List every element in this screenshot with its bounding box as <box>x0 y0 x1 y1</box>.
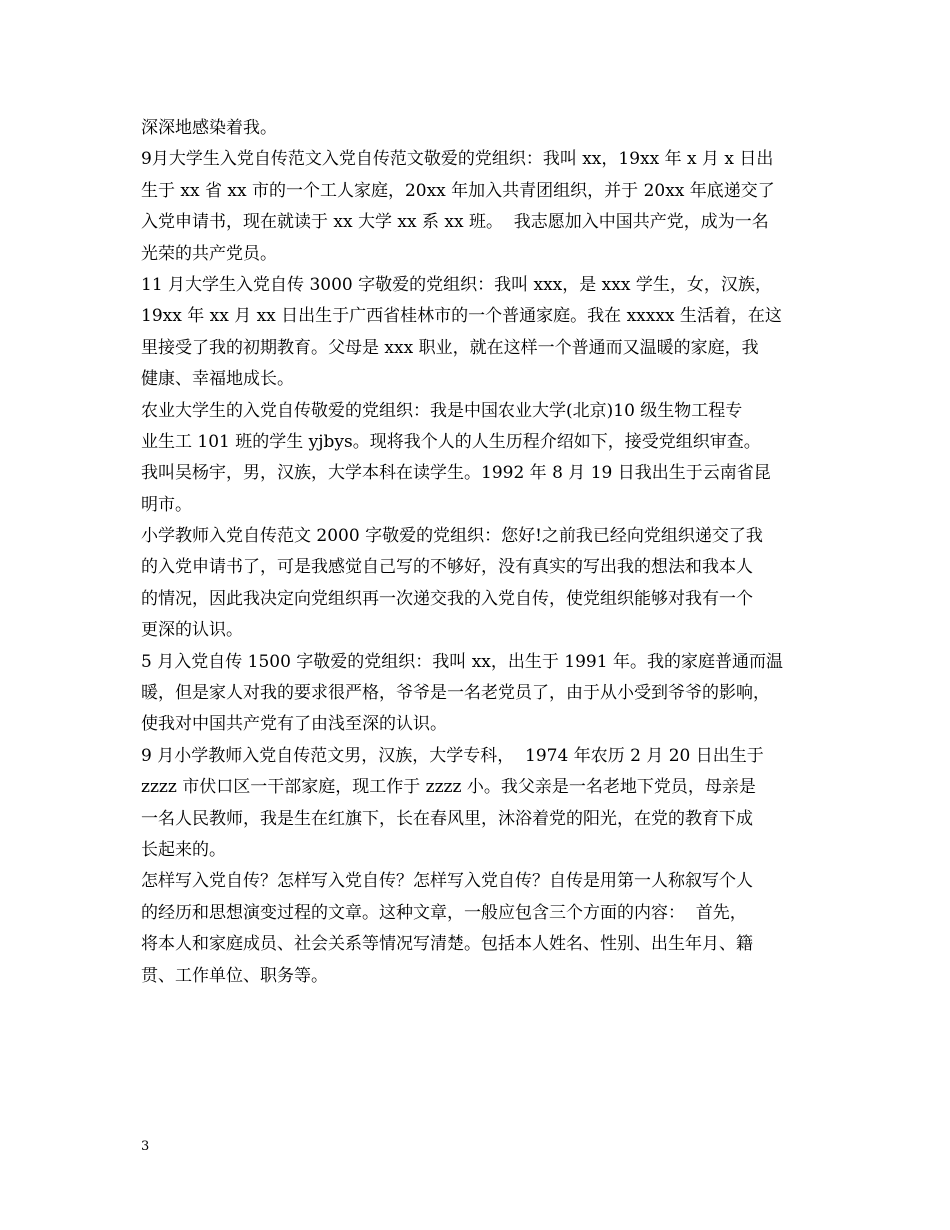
text-line: 我叫吴杨宇，男，汉族，大学本科在读学生。1992 年 8 月 19 日我出生于云南省昆 <box>141 463 771 484</box>
text-line: 贯、工作单位、职务等。 <box>141 965 328 986</box>
text-line: 的情况，因此我决定向党组织再一次递交我的入党自传，使党组织能够对我有一个 <box>141 588 753 609</box>
page-number: 3 <box>141 1139 150 1154</box>
text-line: 长起来的。 <box>141 839 226 860</box>
text-line: 业生工 101 班的学生 yjbys。现将我个人的人生历程介绍如下，接受党组织审查。 <box>141 431 761 452</box>
text-line: 暖，但是家人对我的要求很严格，爷爷是一名老党员了，由于从小受到爷爷的影响， <box>141 683 770 704</box>
text-line: 11 月大学生入党自传 3000 字敬爱的党组织：我叫 xxx，是 xxx 学生，女，汉族， <box>141 274 772 295</box>
text-line: 里接受了我的初期教育。父母是 xxx 职业，就在这样一个普通而又温暖的家庭，我 <box>141 337 759 358</box>
text-line: zzzz 市伏口区一干部家庭，现工作于 zzzz 小。我父亲是一名老地下党员，母亲是 <box>141 777 756 798</box>
text-line: 小学教师入党自传范文 2000 字敬爱的党组织：您好!之前我已经向党组织递交了我 <box>141 526 763 547</box>
text-line: 9月大学生入党自传范文入党自传范文敬爱的党组织：我叫 xx，19xx 年 x 月 x 日出 <box>141 149 774 170</box>
text-line: 怎样写入党自传？怎样写入党自传？怎样写入党自传？自传是用第一人称叙写个人 <box>141 871 753 892</box>
text-line: 生于 xx 省 xx 市的一个工人家庭，20xx 年加入共青团组织，并于 20xx 年底递交了 <box>141 180 775 201</box>
text-line: 5 月入党自传 1500 字敬爱的党组织：我叫 xx，出生于 1991 年。我的家庭普通而温 <box>141 651 783 672</box>
text-line: 的经历和思想演变过程的文章。这种文章，一般应包含三个方面的内容： 首先， <box>141 902 747 923</box>
text-line: 健康、幸福地成长。 <box>141 369 294 390</box>
text-line: 入党申请书，现在就读于 xx 大学 xx 系 xx 班。 我志愿加入中国共产党，成为一名 <box>141 212 769 233</box>
text-line: 光荣的共产党员。 <box>141 243 277 264</box>
text-line: 农业大学生的入党自传敬爱的党组织：我是中国农业大学(北京)10 级生物工程专 <box>141 400 743 421</box>
text-line: 使我对中国共产党有了由浅至深的认识。 <box>141 714 447 735</box>
text-line: 明市。 <box>141 494 192 515</box>
text-line: 将本人和家庭成员、社会关系等情况写清楚。包括本人姓名、性别、出生年月、籍 <box>141 934 753 955</box>
text-line: 的入党申请书了，可是我感觉自己写的不够好，没有真实的写出我的想法和我本人 <box>141 557 753 578</box>
text-line: 更深的认识。 <box>141 620 243 641</box>
text-line: 19xx 年 xx 月 xx 日出生于广西省桂林市的一个普通家庭。我在 xxxxx 生活着，在这 <box>141 306 782 327</box>
text-line: 深深地感染着我。 <box>141 118 277 138</box>
text-line: 9 月小学教师入党自传范文男，汉族，大学专科， 1974 年农历 2 月 20 日出生于 <box>141 745 764 766</box>
text-line: 一名人民教师，我是生在红旗下，长在春风里，沐浴着党的阳光，在党的教育下成 <box>141 808 753 829</box>
document-body <box>141 113 821 992</box>
